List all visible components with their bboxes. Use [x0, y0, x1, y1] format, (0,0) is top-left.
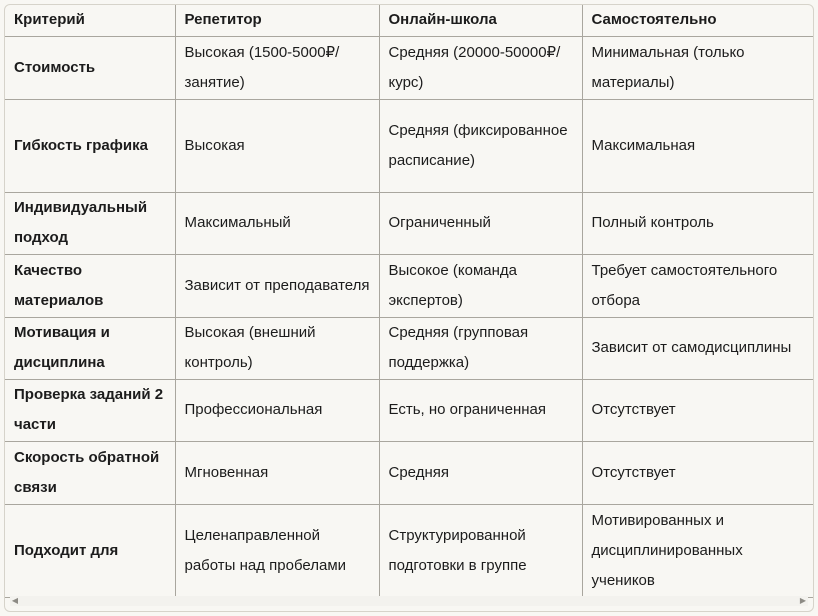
- row-criterion: Качество материалов: [5, 254, 175, 317]
- table-row: [5, 192, 814, 254]
- row-criterion: Подходит для: [5, 504, 175, 597]
- cell-tutor: Высокая (внешний контроль): [175, 317, 379, 379]
- cell-online-school: Есть, но ограниченная: [379, 379, 582, 441]
- table-row: [5, 317, 814, 379]
- row-criterion: Мотивация и дисциплина: [5, 317, 175, 379]
- cell-tutor: Максимальный: [175, 192, 379, 254]
- chevron-left-icon[interactable]: ◀: [11, 596, 19, 605]
- row-criterion: Скорость обратной связи: [5, 441, 175, 504]
- cell-self-study: Мотивированных и дисциплинированных учеников: [582, 504, 814, 597]
- header-online-school: Онлайн-школа: [379, 5, 582, 36]
- cell-tutor: Зависит от преподавателя: [175, 254, 379, 317]
- cell-online-school: Структурированной подготовки в группе: [379, 504, 582, 597]
- cell-online-school: Средняя (20000-50000₽/курс): [379, 36, 582, 99]
- table-row: [5, 36, 814, 99]
- comparison-table: [5, 5, 814, 598]
- cell-self-study: Зависит от самодисциплины: [582, 317, 814, 379]
- row-criterion: Индивидуальный подход: [5, 192, 175, 254]
- cell-tutor: Мгновенная: [175, 441, 379, 504]
- cell-tutor: Высокая (1500-5000₽/занятие): [175, 36, 379, 99]
- header-tutor: Репетитор: [175, 5, 379, 36]
- horizontal-scrollbar[interactable]: [10, 596, 808, 606]
- cell-self-study: Максимальная: [582, 99, 814, 192]
- table-row: [5, 379, 814, 441]
- cell-self-study: Полный контроль: [582, 192, 814, 254]
- cell-online-school: Средняя (групповая поддержка): [379, 317, 582, 379]
- table-header-row: [5, 5, 814, 36]
- table-row: [5, 504, 814, 597]
- table-row: [5, 254, 814, 317]
- cell-online-school: Средняя (фиксированное расписание): [379, 99, 582, 192]
- table-row: [5, 99, 814, 192]
- header-criterion: Критерий: [5, 5, 175, 36]
- cell-self-study: Минимальная (только материалы): [582, 36, 814, 99]
- cell-tutor: Высокая: [175, 99, 379, 192]
- row-criterion: Стоимость: [5, 36, 175, 99]
- cell-tutor: Профессиональная: [175, 379, 379, 441]
- cell-tutor: Целенаправленной работы над пробелами: [175, 504, 379, 597]
- table-row: [5, 441, 814, 504]
- cell-online-school: Ограниченный: [379, 192, 582, 254]
- cell-online-school: Средняя: [379, 441, 582, 504]
- cell-online-school: Высокое (команда экспертов): [379, 254, 582, 317]
- row-criterion: Проверка заданий 2 части: [5, 379, 175, 441]
- cell-self-study: Отсутствует: [582, 379, 814, 441]
- cell-self-study: Отсутствует: [582, 441, 814, 504]
- chevron-right-icon[interactable]: ▶: [799, 596, 807, 605]
- cell-self-study: Требует самостоятельного отбора: [582, 254, 814, 317]
- header-self-study: Самостоятельно: [582, 5, 814, 36]
- comparison-table-container: [4, 4, 814, 612]
- row-criterion: Гибкость графика: [5, 99, 175, 192]
